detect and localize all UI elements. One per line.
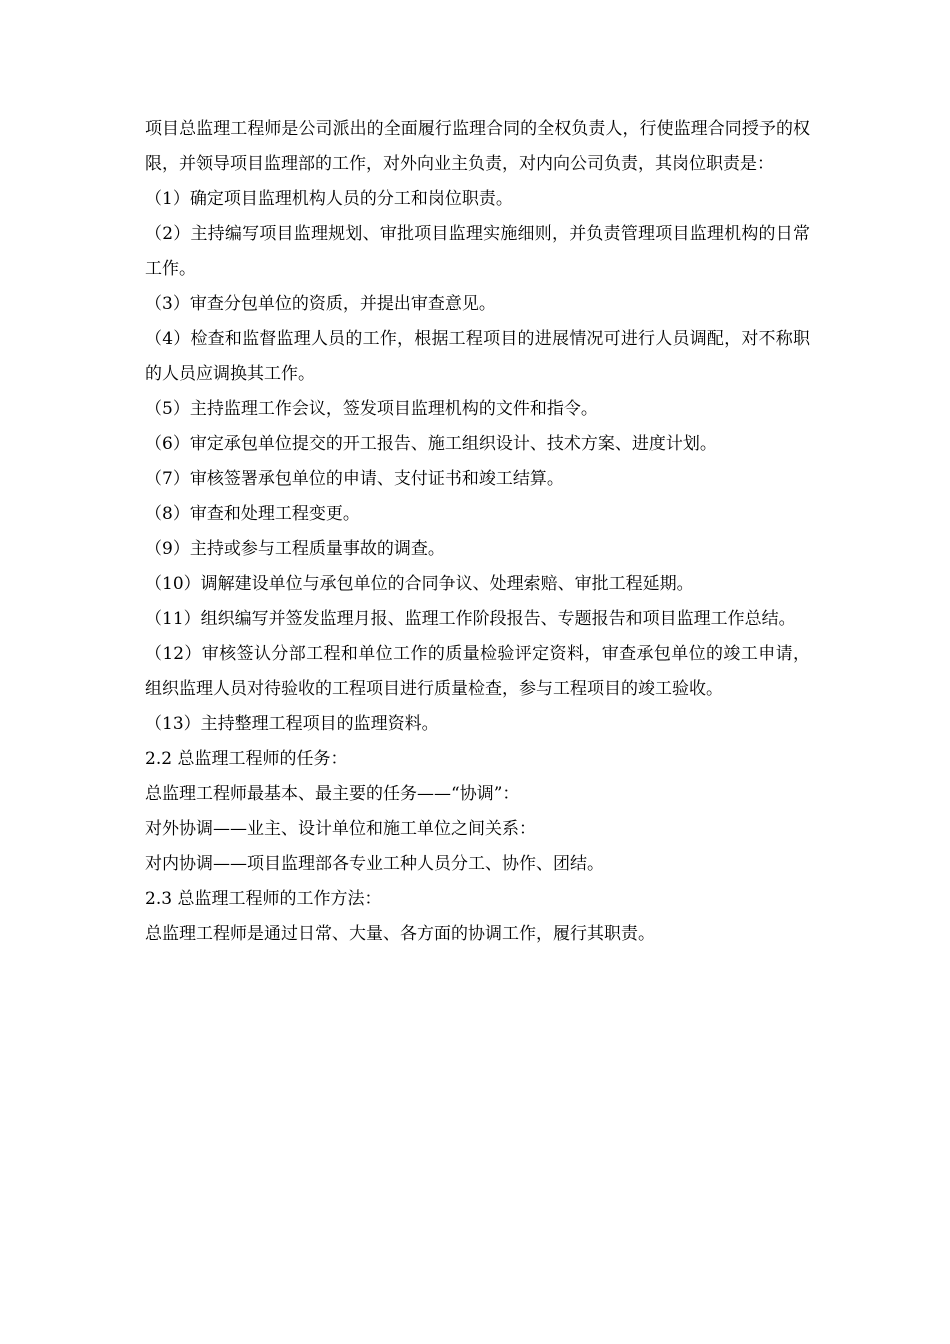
duty-item-8: （8）审查和处理工程变更。 <box>145 504 360 524</box>
duty-item-3: （3）审查分包单位的资质，并提出审查意见。 <box>145 294 496 314</box>
duty-item-13: （13）主持整理工程项目的监理资料。 <box>145 714 439 734</box>
intro-paragraph: 项目总监理工程师是公司派出的全面履行监理合同的全权负责人，行使监理合同授予的权限，并领导项目监理部的工作，对外向业主负责，对内向公司负责，其岗位职责是： <box>145 119 810 174</box>
duty-item-2: （2）主持编写项目监理规划、审批项目监理实施细则，并负责管理项目监理机构的日常工作。 <box>145 224 810 279</box>
section-2-2-line-1: 总监理工程师最基本、最主要的任务——“协调”： <box>145 784 520 804</box>
duty-item-6: （6）审定承包单位提交的开工报告、施工组织设计、技术方案、进度计划。 <box>145 434 717 454</box>
duty-item-10: （10）调解建设单位与承包单位的合同争议、处理索赔、审批工程延期。 <box>145 574 694 594</box>
duty-item-5: （5）主持监理工作会议，签发项目监理机构的文件和指令。 <box>145 399 598 419</box>
section-2-2-heading: 2.2 总监理工程师的任务： <box>145 749 348 769</box>
section-2-3-line-1: 总监理工程师是通过日常、大量、各方面的协调工作，履行其职责。 <box>145 924 655 944</box>
duty-item-7: （7）审核签署承包单位的申请、支付证书和竣工结算。 <box>145 469 564 489</box>
duty-item-1: （1）确定项目监理机构人员的分工和岗位职责。 <box>145 189 513 209</box>
section-2-3-heading: 2.3 总监理工程师的工作方法： <box>145 889 382 909</box>
duty-item-4: （4）检查和监督监理人员的工作，根据工程项目的进展情况可进行人员调配，对不称职的人员应调换其工作。 <box>145 329 810 384</box>
document-body <box>145 112 810 952</box>
duty-item-12: （12）审核签认分部工程和单位工作的质量检验评定资料，审查承包单位的竣工申请，组织监理人员对待验收的工程项目进行质量检查，参与工程项目的竣工验收。 <box>145 644 810 699</box>
duty-item-11: （11）组织编写并签发监理月报、监理工作阶段报告、专题报告和项目监理工作总结。 <box>145 609 796 629</box>
duty-item-9: （9）主持或参与工程质量事故的调查。 <box>145 539 445 559</box>
section-2-2-line-3: 对内协调——项目监理部各专业工种人员分工、协作、团结。 <box>145 854 604 874</box>
section-2-2-line-2: 对外协调——业主、设计单位和施工单位之间关系： <box>145 819 536 839</box>
